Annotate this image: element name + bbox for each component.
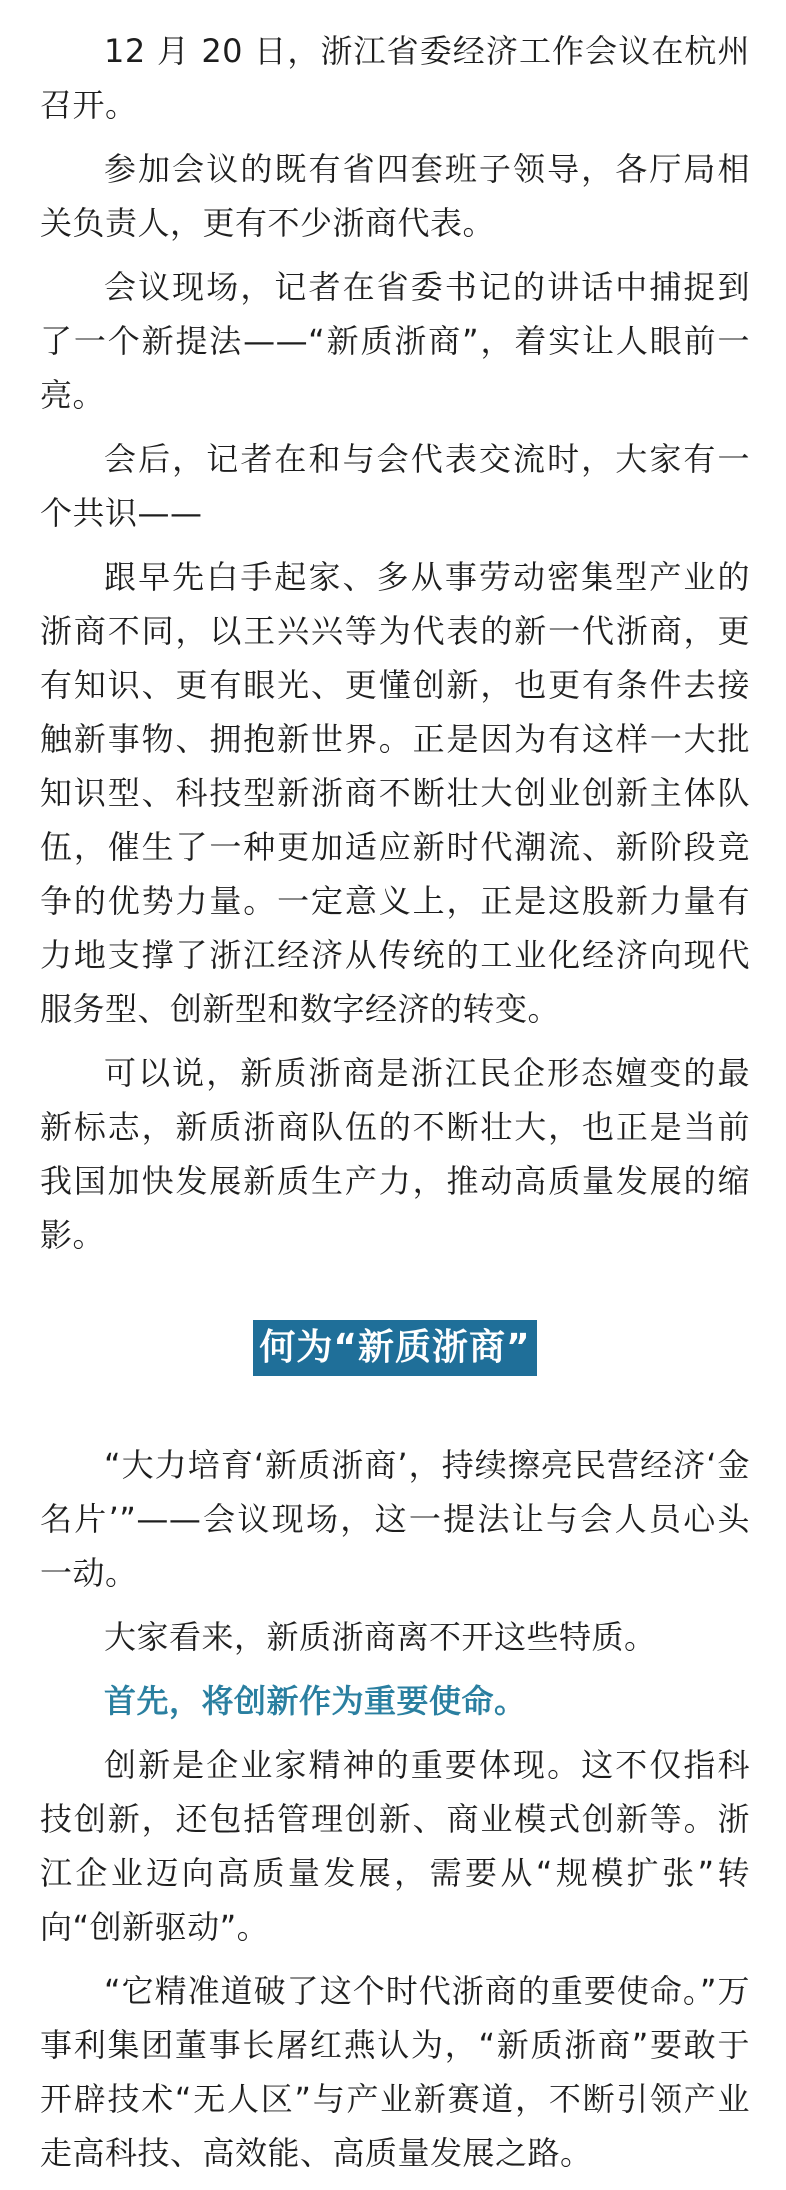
paragraph-innovation: 创新是企业家精神的重要体现。这不仅指科技创新，还包括管理创新、商业模式创新等。浙江企业迈向高质量发展，需要从“规模扩张”转向“创新驱动”。 <box>40 1746 750 1946</box>
paragraph-traits-intro: 大家看来，新质浙商离不开这些特质。 <box>104 1618 657 1656</box>
paragraph-new-concept: 会议现场，记者在省委书记的讲话中捕捉到了一个新提法——“新质浙商”，着实让人眼前一亮。 <box>40 268 750 414</box>
paragraph-meeting-opening: 12 月 20 日，浙江省委经济工作会议在杭州召开。 <box>40 32 750 124</box>
article-body <box>40 24 750 2190</box>
paragraph-attendees: 参加会议的既有省四套班子领导，各厅局相关负责人，更有不少浙商代表。 <box>40 150 750 242</box>
paragraph-conclusion: 可以说，新质浙商是浙江民企形态嬗变的最新标志，新质浙商队伍的不断壮大，也正是当前我国加快发展新质生产力，推动高质量发展的缩影。 <box>40 1054 750 1254</box>
paragraph-highlight-first: 首先，将创新作为重要使命。 <box>104 1682 527 1720</box>
paragraph-new-generation: 跟早先白手起家、多从事劳动密集型产业的浙商不同，以王兴兴等为代表的新一代浙商，更有知识、更有眼光、更懂创新，也更有条件去接触新事物、拥抱新世界。正是因为有这样一大批知识型、科技型新浙商不断壮大创业创新主体队伍，催生了一种更加适应新时代潮流、新阶段竞争的优势力量。一定意义上，正是这股新力量有力地支撑了浙江经济从传统的工业化经济向现代服务型、创新型和数字经济的转变。 <box>40 558 750 1028</box>
paragraph-consensus: 会后，记者在和与会代表交流时，大家有一个共识—— <box>40 440 750 532</box>
paragraph-quote: “它精准道破了这个时代浙商的重要使命。”万事利集团董事长屠红燕认为，“新质浙商”要敢于开辟技术“无人区”与产业新赛道，不断引领产业走高科技、高效能、高质量发展之路。 <box>40 1972 750 2172</box>
paragraph-proposal: “大力培育‘新质浙商’，持续擦亮民营经济‘金名片’”——会议现场，这一提法让与会人员心头一动。 <box>40 1446 750 1592</box>
section-heading-container <box>40 1320 750 1376</box>
section-heading: 何为“新质浙商” <box>253 1320 536 1376</box>
